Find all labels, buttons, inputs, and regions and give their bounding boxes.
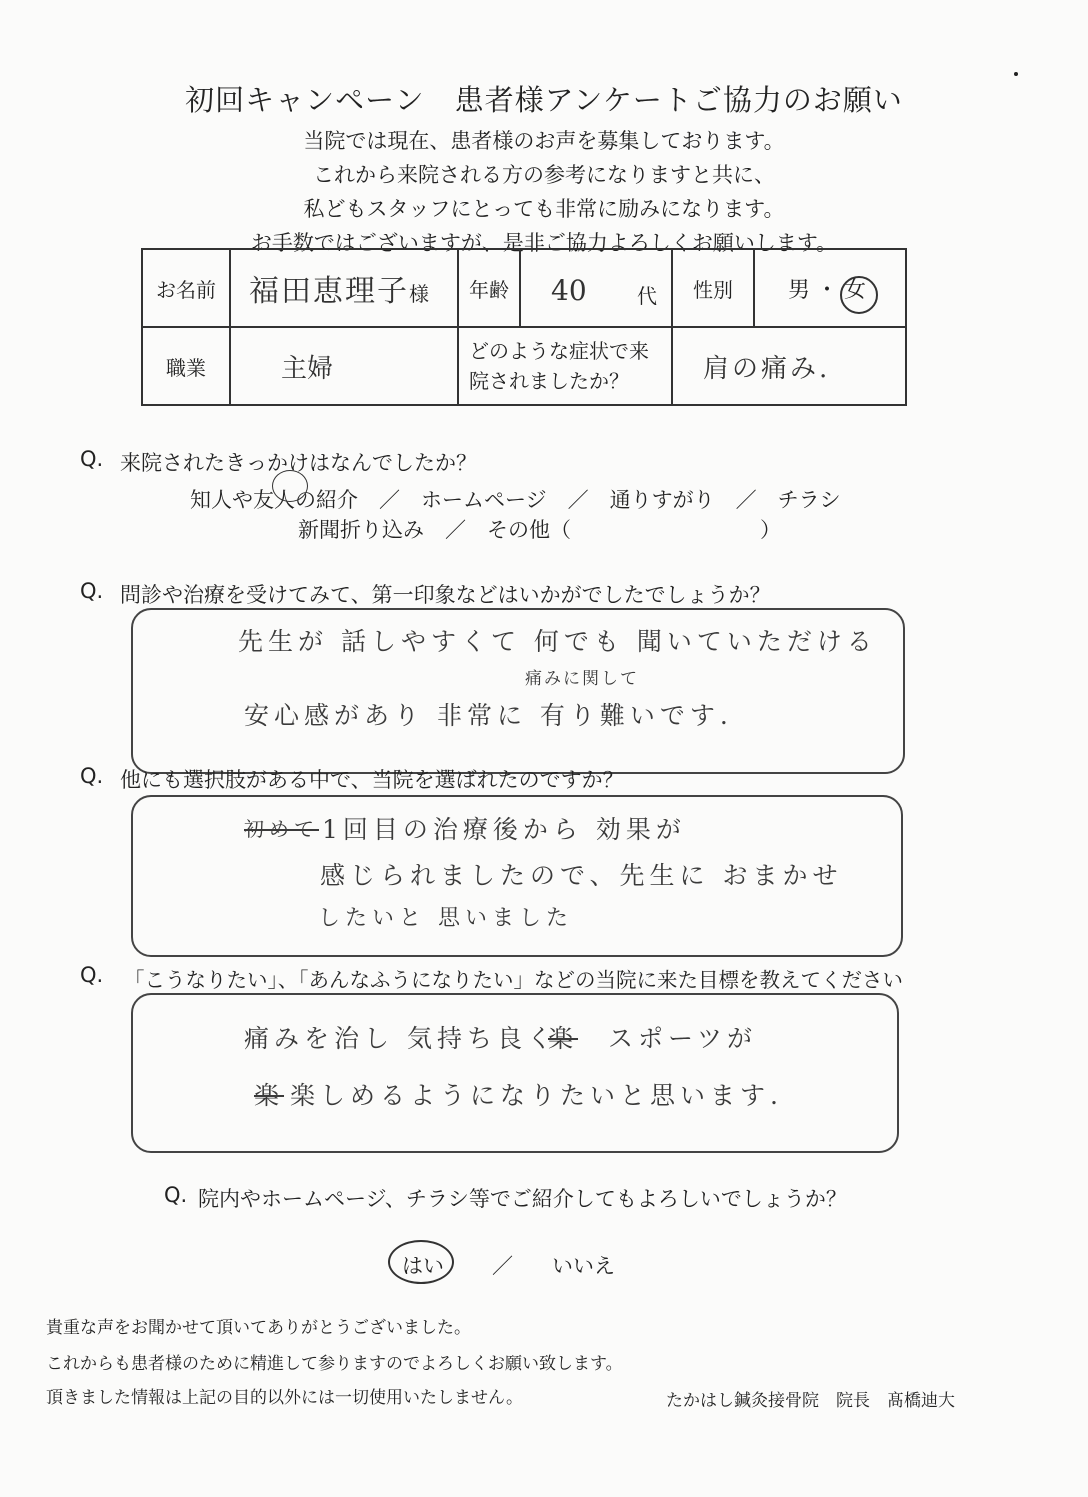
patient-info-table: [141, 248, 907, 406]
age-suffix: 代: [637, 284, 657, 308]
job-field: [230, 327, 458, 405]
q1-options-line-1: 知人や友人の紹介 ／ ホームページ ／ 通りすがり ／ チラシ: [190, 488, 841, 512]
q1-selected-mark: [272, 470, 308, 502]
page-title: 初回キャンペーン 患者様アンケートご協力のお願い: [185, 83, 903, 117]
q2-answer-line-1: 先生が 話しやすくて 何でも 聞いていただける: [238, 627, 877, 656]
clinic-signature: たかはし鍼灸接骨院 院長 髙橋迪大: [666, 1391, 955, 1411]
q5-question: 院内やホームページ、チラシ等でご紹介してもよろしいでしょうか？: [198, 1187, 847, 1211]
job-value: 主婦: [281, 353, 334, 384]
intro-line-4: お手数ではございますが、是非ご協力よろしくお願いします。: [250, 231, 838, 255]
footer-line-2: これからも患者様のために精進して参りますのでよろしくお願い致します。: [46, 1354, 623, 1374]
q3-answer-line-1: 1回目の治療後から 効果が: [322, 815, 686, 844]
symptom-label-line-2: 院されましたか？: [469, 369, 629, 393]
age-value: 40: [551, 274, 587, 307]
q4-answer-line-1: 痛みを治し 気持ち良く: [244, 1024, 557, 1053]
q3-label: Q.: [80, 764, 104, 788]
q5-label: Q.: [164, 1183, 188, 1207]
q5-selected-circle: [388, 1240, 454, 1284]
intro-line-2: これから来院される方の参考になりますと共に、: [313, 163, 775, 187]
q2-answer-insert: 痛みに関して: [525, 669, 639, 689]
q4-label: Q.: [80, 963, 104, 987]
q5-separator: ／: [492, 1254, 513, 1278]
gender-selected-circle: [840, 276, 878, 314]
q3-answer-line-2: 感じられましたので、先生に おまかせ: [320, 861, 843, 890]
q3-answer-line-3: したいと 思いました: [318, 906, 573, 931]
q1-options-line-2: 新聞折り込み ／ その他（ ）: [298, 518, 781, 542]
name-value: 福田恵理子: [249, 274, 409, 309]
name-suffix: 様: [409, 282, 429, 306]
q4-question: 「こうなりたい」、「あんなふうになりたい」などの当院に来た目標を教えてください: [124, 968, 903, 992]
intro-line-1: 当院では現在、患者様のお声を募集しております。: [303, 129, 785, 153]
scan-speck: [1014, 72, 1018, 76]
q3-question: 他にも選択肢がある中で、当院を選ばれたのですか？: [120, 768, 624, 792]
gender-options: 男・女: [754, 249, 906, 327]
age-field: [520, 249, 672, 327]
q2-answer-line-2: 安心感があり 非常に 有り難いです.: [244, 701, 733, 730]
intro-line-3: 私どもスタッフにとっても非常に励みになります。: [303, 197, 785, 221]
q5-no: いいえ: [552, 1254, 615, 1278]
q4-answer-line-2: 楽しめるようになりたいと思います.: [290, 1081, 783, 1110]
job-label: 職業: [142, 327, 230, 405]
q4-answer-line-2-struck: 楽: [254, 1081, 285, 1110]
footer-line-3: 頂きました情報は上記の目的以外には一切使用いたしません。: [46, 1388, 524, 1408]
q2-question: 問診や治療を受けてみて、第一印象などはいかがでしたでしょうか？: [120, 583, 771, 607]
symptom-value: 肩の痛み.: [703, 353, 831, 384]
q4-answer-box: [131, 993, 899, 1153]
age-label: 年齢: [458, 249, 520, 327]
q1-question: 来院されたきっかけはなんでしたか？: [120, 451, 477, 475]
symptom-label-line-1: どのような症状で来: [469, 339, 649, 363]
q3-answer-struck: 初めて: [244, 817, 319, 841]
name-label: お名前: [142, 249, 230, 327]
q1-label: Q.: [80, 447, 104, 471]
gender-label: 性別: [672, 249, 754, 327]
symptom-label: [458, 327, 672, 405]
q4-answer-line-1b: スポーツが: [608, 1024, 758, 1053]
q5-yes: はい: [402, 1254, 444, 1278]
q4-answer-struck: 楽: [548, 1024, 579, 1053]
symptom-field: [672, 327, 906, 405]
q2-label: Q.: [80, 579, 104, 603]
name-field: [230, 249, 458, 327]
footer-line-1: 貴重な声をお聞かせて頂いてありがとうございました。: [46, 1318, 471, 1338]
